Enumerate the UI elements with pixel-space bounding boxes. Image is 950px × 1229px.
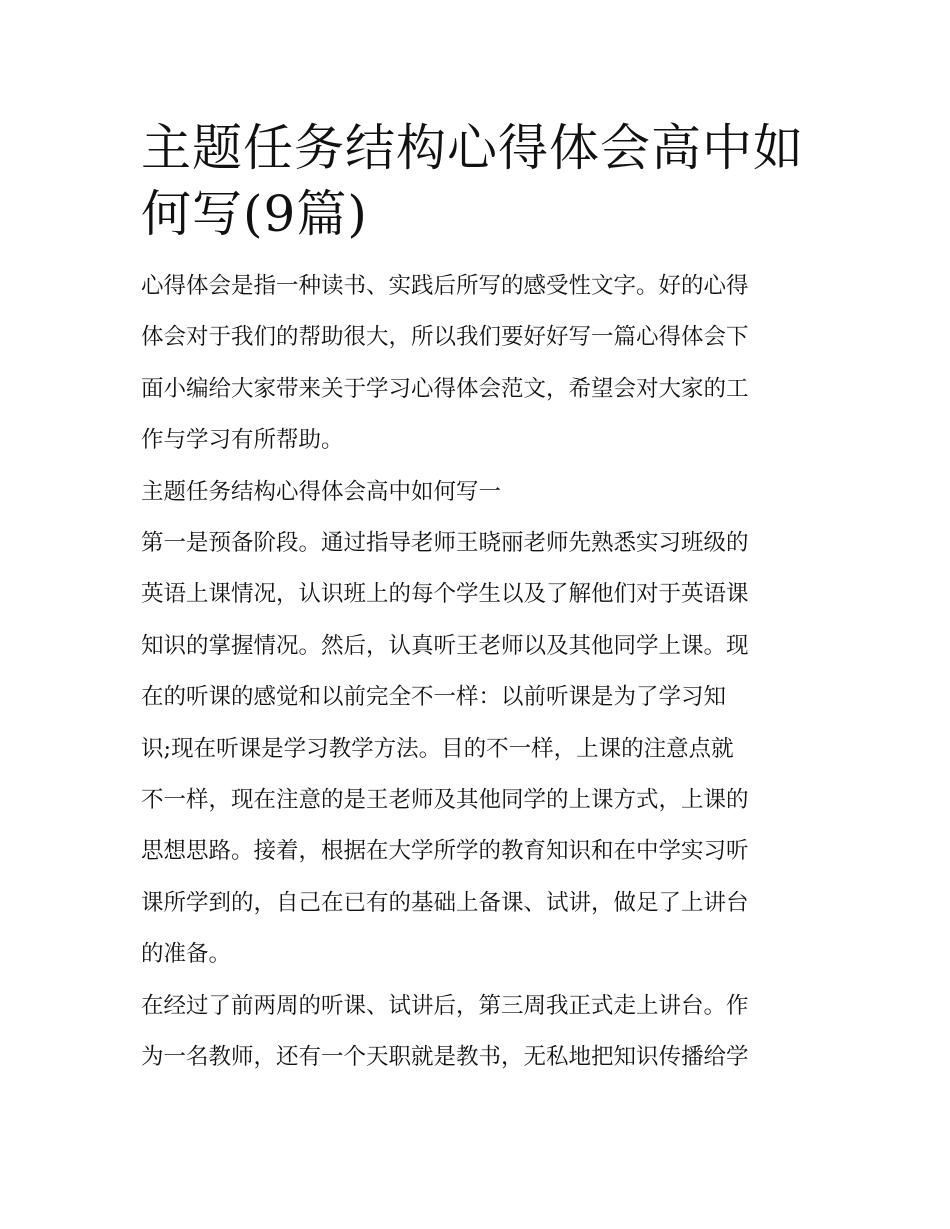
- text-line: 为一名教师，还有一个天职就是教书，无私地把知识传播给学: [141, 1044, 749, 1071]
- document-body: [141, 261, 813, 1084]
- body-paragraph: [141, 518, 813, 981]
- text-line: 面小编给大家带来关于学习心得体会范文，希望会对大家的工: [141, 375, 749, 402]
- text-line: 体会对于我们的帮助很大，所以我们要好好写一篇心得体会下: [141, 324, 749, 351]
- text-line: 作与学习有所帮助。: [141, 427, 344, 454]
- title-line: 何写(9篇): [141, 185, 368, 243]
- document-content: [141, 115, 813, 1084]
- text-line: 识;现在听课是学习教学方法。目的不一样，上课的注意点就: [141, 735, 734, 762]
- text-line: 知识的掌握情况。然后，认真听王老师以及其他同学上课。现: [141, 632, 749, 659]
- document-title: [141, 115, 813, 247]
- title-line: 主题任务结构心得体会高中如: [141, 119, 804, 177]
- text-line: 英语上课情况，认识班上的每个学生以及了解他们对于英语课: [141, 581, 749, 608]
- intro-paragraph: [141, 261, 813, 467]
- text-line: 课所学到的，自己在已有的基础上备课、试讲，做足了上讲台: [141, 889, 749, 916]
- body-paragraph: [141, 981, 813, 1084]
- text-line: 心得体会是指一种读书、实践后所写的感受性文字。好的心得: [141, 273, 749, 299]
- text-line: 的准备。: [141, 941, 232, 968]
- section-heading: [141, 467, 813, 518]
- text-line: 在的听课的感觉和以前完全不一样：以前听课是为了学习知: [141, 684, 727, 711]
- text-line: 思想思路。接着，根据在大学所学的教育知识和在中学实习听: [141, 838, 749, 865]
- text-line: 在经过了前两周的听课、试讲后，第三周我正式走上讲台。作: [141, 992, 749, 1019]
- text-line: 不一样，现在注意的是王老师及其他同学的上课方式，上课的: [141, 787, 749, 814]
- text-line: 第一是预备阶段。通过指导老师王晓丽老师先熟悉实习班级的: [141, 530, 749, 557]
- text-line: 主题任务结构心得体会高中如何写一: [141, 478, 502, 505]
